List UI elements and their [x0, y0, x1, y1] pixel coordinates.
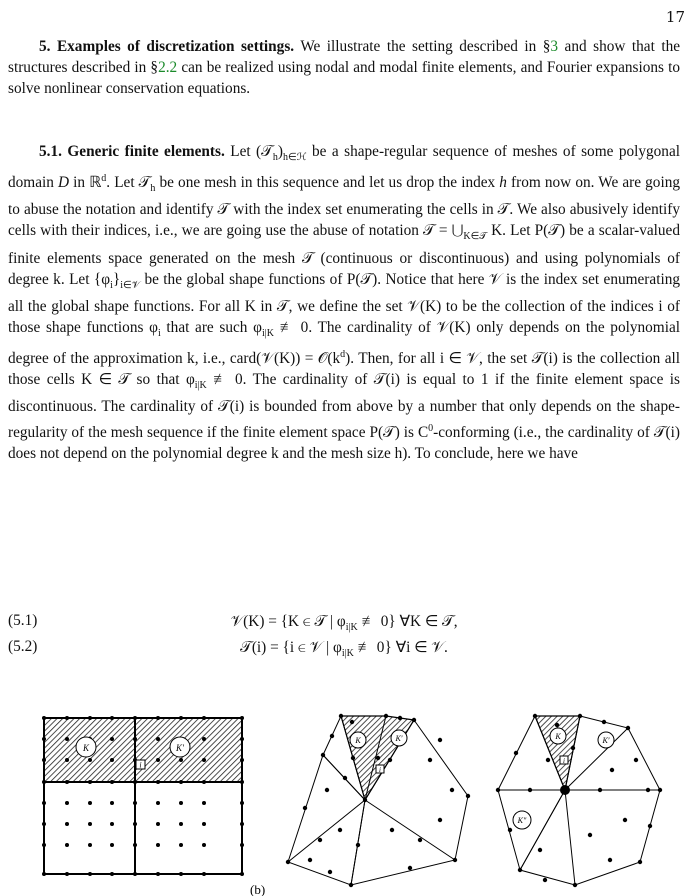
mesh-node-dot — [202, 822, 206, 826]
mesh-node-dot — [110, 780, 114, 784]
mesh-node-dot — [42, 822, 46, 826]
mesh-node-dot — [308, 858, 312, 862]
mesh-node-dot — [133, 780, 137, 784]
mesh-node-dot — [88, 716, 92, 720]
mesh-node-dot — [325, 788, 329, 792]
mesh-node-dot — [179, 843, 183, 847]
mesh-node-dot — [438, 818, 442, 822]
mesh-node-dot — [240, 758, 244, 762]
mesh-node-dot — [179, 716, 183, 720]
mesh-node-dot — [88, 780, 92, 784]
mesh-node-dot — [390, 828, 394, 832]
mesh-figure — [0, 690, 693, 896]
mesh-node-dot — [634, 758, 638, 762]
mesh-node-dot — [328, 870, 332, 874]
mesh-node-dot — [648, 824, 652, 828]
triangle-mesh-panel-c — [496, 714, 662, 887]
svg-text:K: K — [355, 736, 361, 745]
svg-text:K′: K′ — [602, 736, 610, 745]
quad-mesh-panel — [42, 716, 244, 876]
mesh-node-dot — [588, 833, 592, 837]
mesh-node-dot — [133, 843, 137, 847]
mesh-node-dot — [156, 801, 160, 805]
mesh-node-dot — [179, 780, 183, 784]
mesh-node-dot — [65, 843, 69, 847]
mesh-node-dot — [42, 780, 46, 784]
mesh-node-dot — [110, 843, 114, 847]
mesh-node-dot — [202, 737, 206, 741]
svg-text:K′: K′ — [176, 743, 184, 753]
mesh-node-dot — [202, 758, 206, 762]
mesh-node-dot — [571, 746, 575, 750]
mesh-node-dot — [528, 788, 532, 792]
equation-5-2: (5.2) 𝒯(i) = {i ∈ 𝒱 | $\varphi_{i|K}$ ≢ 0} ∀i ∈ 𝒱. — [8, 638, 448, 660]
mesh-node-dot — [65, 758, 69, 762]
mesh-node-dot — [42, 737, 46, 741]
section-5-heading: 5. Examples of discretization settings. — [39, 38, 295, 55]
section-5-1-heading: 5.1. Generic finite elements. — [39, 143, 225, 160]
mesh-node-dot — [538, 848, 542, 852]
svg-text:K′: K′ — [395, 734, 403, 743]
mesh-node-dot — [42, 758, 46, 762]
mesh-node-dot — [240, 843, 244, 847]
mesh-node-dot — [65, 780, 69, 784]
mesh-node-dot — [408, 866, 412, 870]
mesh-node-dot — [42, 716, 46, 720]
mesh-node-dot — [202, 801, 206, 805]
mesh-node-dot — [65, 822, 69, 826]
mesh-node-dot — [133, 801, 137, 805]
shaded-cells — [44, 718, 242, 782]
mesh-node-dot — [330, 734, 334, 738]
shared-vertex-node — [560, 785, 570, 795]
mesh-node-dot — [388, 758, 392, 762]
mesh-node-dot — [88, 822, 92, 826]
mesh-node-dot — [88, 872, 92, 876]
mesh-node-dot — [65, 716, 69, 720]
mesh-node-dot — [578, 714, 582, 718]
mesh-node-dot — [133, 716, 137, 720]
mesh-node-dot — [638, 860, 642, 864]
mesh-node-dot — [110, 872, 114, 876]
mesh-node-dot — [321, 753, 325, 757]
mesh-node-dot — [88, 801, 92, 805]
mesh-node-dot — [202, 716, 206, 720]
figure-caption: (b) — [250, 882, 266, 896]
mesh-node-dot — [88, 843, 92, 847]
ref-section-3[interactable]: 3 — [550, 38, 559, 55]
mesh-node-dot — [533, 714, 537, 718]
mesh-node-dot — [42, 801, 46, 805]
mesh-node-dot — [156, 843, 160, 847]
mesh-node-dot — [240, 822, 244, 826]
mesh-node-dot — [156, 780, 160, 784]
mesh-node-dot — [65, 737, 69, 741]
mesh-node-dot — [240, 872, 244, 876]
mesh-node-dot — [202, 872, 206, 876]
mesh-node-dot — [65, 872, 69, 876]
mesh-node-dot — [496, 788, 500, 792]
svg-text:i: i — [379, 766, 381, 774]
mesh-node-dot — [376, 756, 380, 760]
mesh-node-dot — [156, 737, 160, 741]
mesh-node-dot — [338, 828, 342, 832]
mesh-node-dot — [339, 714, 343, 718]
mesh-node-dot — [598, 788, 602, 792]
mesh-node-dot — [658, 788, 662, 792]
svg-text:i: i — [139, 760, 142, 770]
mesh-node-dot — [179, 801, 183, 805]
mesh-node-dot — [623, 818, 627, 822]
mesh-node-dot — [156, 716, 160, 720]
section-5-paragraph: 5. Examples of discretization settings. We illustrate the setting described in §3 and show that the structures described in §2.2 can be realized using nodal and modal finite elements, and Fourier expansions to solve nonlinear conservation equations. — [8, 38, 681, 98]
mesh-node-dot — [240, 716, 244, 720]
mesh-node-dot — [626, 726, 630, 730]
mesh-node-dot — [133, 822, 137, 826]
mesh-node-dot — [428, 758, 432, 762]
mesh-node-dot — [518, 868, 522, 872]
mesh-node-dot — [608, 858, 612, 862]
mesh-node-dot — [343, 776, 347, 780]
mesh-node-dot — [546, 758, 550, 762]
mesh-node-dot — [555, 723, 559, 727]
mesh-node-dot — [110, 801, 114, 805]
mesh-node-dot — [133, 872, 137, 876]
mesh-node-dot — [179, 872, 183, 876]
mesh-node-dot — [363, 798, 367, 802]
mesh-node-dot — [318, 838, 322, 842]
mesh-node-dot — [202, 843, 206, 847]
mesh-node-dot — [349, 883, 353, 887]
mesh-node-dot — [202, 780, 206, 784]
mesh-node-dot — [110, 737, 114, 741]
mesh-node-dot — [514, 751, 518, 755]
mesh-node-dot — [543, 878, 547, 882]
mesh-node-dot — [453, 858, 457, 862]
mesh-node-dot — [42, 872, 46, 876]
mesh-node-dot — [156, 758, 160, 762]
mesh-node-dot — [42, 843, 46, 847]
ref-section-2-2[interactable]: 2.2 — [158, 59, 178, 77]
mesh-node-dot — [110, 758, 114, 762]
mesh-node-dot — [156, 822, 160, 826]
svg-text:K: K — [555, 732, 561, 741]
svg-text:K″: K″ — [517, 816, 527, 825]
mesh-node-dot — [179, 758, 183, 762]
mesh-node-dot — [65, 801, 69, 805]
mesh-node-dot — [133, 737, 137, 741]
mesh-node-dot — [466, 794, 470, 798]
equation-number: (5.1) — [8, 612, 38, 629]
mesh-node-dot — [350, 720, 354, 724]
mesh-node-dot — [438, 738, 442, 742]
mesh-node-dot — [508, 828, 512, 832]
mesh-node-dot — [240, 737, 244, 741]
mesh-node-dot — [88, 758, 92, 762]
mesh-node-dot — [418, 838, 422, 842]
mesh-node-dot — [156, 872, 160, 876]
mesh-node-dot — [610, 768, 614, 772]
mesh-node-dot — [356, 843, 360, 847]
mesh-node-dot — [240, 801, 244, 805]
mesh-node-dot — [286, 860, 290, 864]
mesh-node-dot — [573, 883, 577, 887]
mesh-node-dot — [351, 756, 355, 760]
equation-5-1: (5.1) 𝒱(K) = {K ∈ 𝒯 | $\varphi_{i|K}$ ≢ 0} ∀K ∈ 𝒯, — [8, 612, 458, 634]
mesh-node-dot — [303, 806, 307, 810]
equation-number: (5.2) — [8, 638, 38, 655]
svg-text:i: i — [563, 757, 565, 765]
mesh-node-dot — [110, 822, 114, 826]
mesh-node-dot — [110, 716, 114, 720]
section-5-1-paragraph: 5.1. Generic finite elements. Let $(𝒯_h)_{h\in ℋ}$ be a shape-regular sequence of meshes of some polygonal domain D in ℝ$^d$. Let 𝒯$_h$ be one mesh in this sequence and let us drop the index h from now on. We are going to abuse the notation and identify 𝒯 with the index set enumerating the cells in 𝒯. We also abusively identify cells with their indices, i.e., we are going use the abuse of notation 𝒯 = $⋃_{K\in 𝒯}$ K. Let P(𝒯) be a scalar-valued finite elements space generated on the mesh 𝒯 (continuous or discontinuous) and using polynomials of degree k. Let $\{\varphi_i\}_{i\in 𝒱}$ be the global shape functions of P(𝒯). Notice that here 𝒱 is the index set enumerating all the global shape functions. For all K in 𝒯, we define the set 𝒱(K) to be the collection of the indices i of those shape functions $\varphi_i$ that are such $\varphi_{i|K}$ ≢ 0. The cardinality of 𝒱(K) only depends on the polynomial degree of the approximation k, i.e., card(𝒱(K)) = $𝒪(k^d)$. Then, for all i ∈ 𝒱, the set 𝒯(i) is the collection all those cells K ∈ 𝒯 so that $\varphi_{i|K}$ ≢ 0. The cardinality of 𝒯(i) is equal to 1 if the finite element space is discontinuous. The cardinality of 𝒯(i) is bounded from above by a number that only depends on the shape-regularity of the mesh sequence if the finite element space P(𝒯) is $C^0$-conforming (i.e., the cardinality of 𝒯(i) does not depend on the polynomial degree k and the mesh size h). To conclude, here we have — [8, 143, 680, 462]
page-number: 17 — [665, 8, 685, 26]
mesh-node-dot — [179, 822, 183, 826]
mesh-node-dot — [602, 720, 606, 724]
mesh-node-dot — [450, 788, 454, 792]
svg-text:K: K — [82, 743, 90, 753]
mesh-node-dot — [240, 780, 244, 784]
mesh-node-dot — [646, 788, 650, 792]
mesh-node-dot — [398, 716, 402, 720]
triangle-mesh-panel-b — [286, 714, 470, 887]
mesh-node-dot — [412, 718, 416, 722]
mesh-node-dot — [384, 714, 388, 718]
